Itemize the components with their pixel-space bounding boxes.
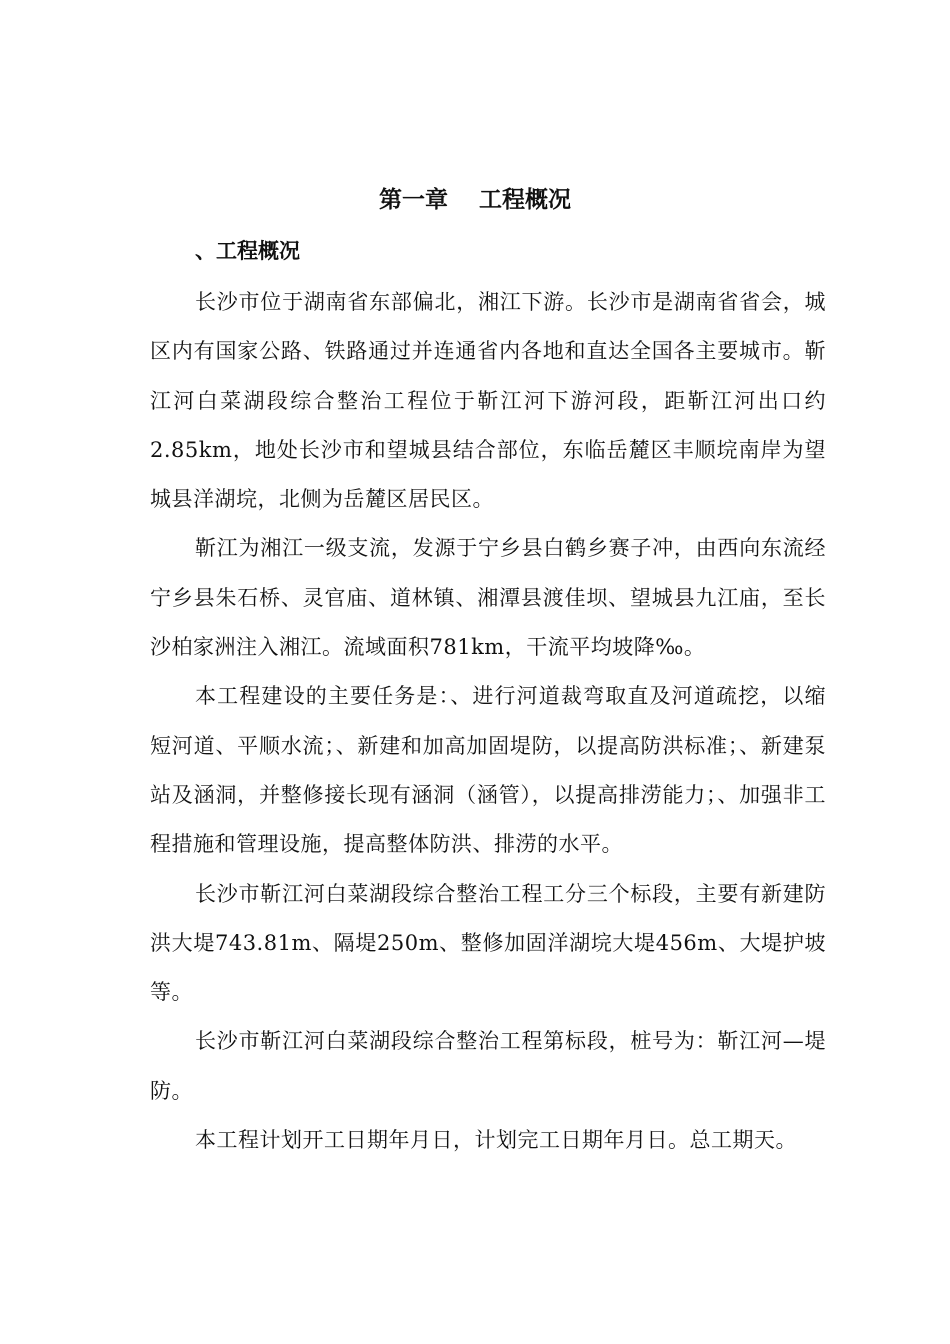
paragraph-scope: 长沙市靳江河白菜湖段综合整治工程工分三个标段，主要有新建防洪大堤743.81m、隔堤250m、整修加固洋湖垸大堤456m、大堤护坡等。 (150, 881, 826, 1005)
section-title: 、工程概况 (195, 239, 300, 263)
chapter-title: 第一章 工程概况 (378, 187, 571, 213)
paragraph-schedule: 本工程计划开工日期年月日，计划完工日期年月日。总工期天。 (195, 1128, 797, 1153)
paragraph-tasks: 本工程建设的主要任务是：、进行河道裁弯取直及河道疏挖，以缩短河道、平顺水流；、新建和加高加固堤防，以提高防洪标准；、新建泵站及涵洞，并整修接长现有涵洞（涵管），以提高排涝能力；、加强非工程措施和管理设施，提高整体防洪、排涝的水平。 (150, 684, 826, 857)
paragraph-river: 靳江为湘江一级支流，发源于宁乡县白鹤乡赛子冲，由西向东流经宁乡县朱石桥、灵官庙、道林镇、湘潭县渡佳坝、望城县九江庙，至长沙柏家洲注入湘江。流域面积781km，干流平均坡降‰。 (150, 536, 826, 660)
paragraph-location: 长沙市位于湖南省东部偏北，湘江下游。长沙市是湖南省省会，城区内有国家公路、铁路通过并连通省内各地和直达全国各主要城市。靳江河白菜湖段综合整治工程位于靳江河下游河段，距靳江河出口约2.85km，地处长沙市和望城县结合部位，东临岳麓区丰顺垸南岸为望城县洋湖垸，北侧为岳麓区居民区。 (150, 290, 826, 512)
body-text (150, 278, 826, 1165)
paragraph-section: 长沙市靳江河白菜湖段综合整治工程第标段，桩号为：靳江河—堤防。 (150, 1029, 826, 1103)
